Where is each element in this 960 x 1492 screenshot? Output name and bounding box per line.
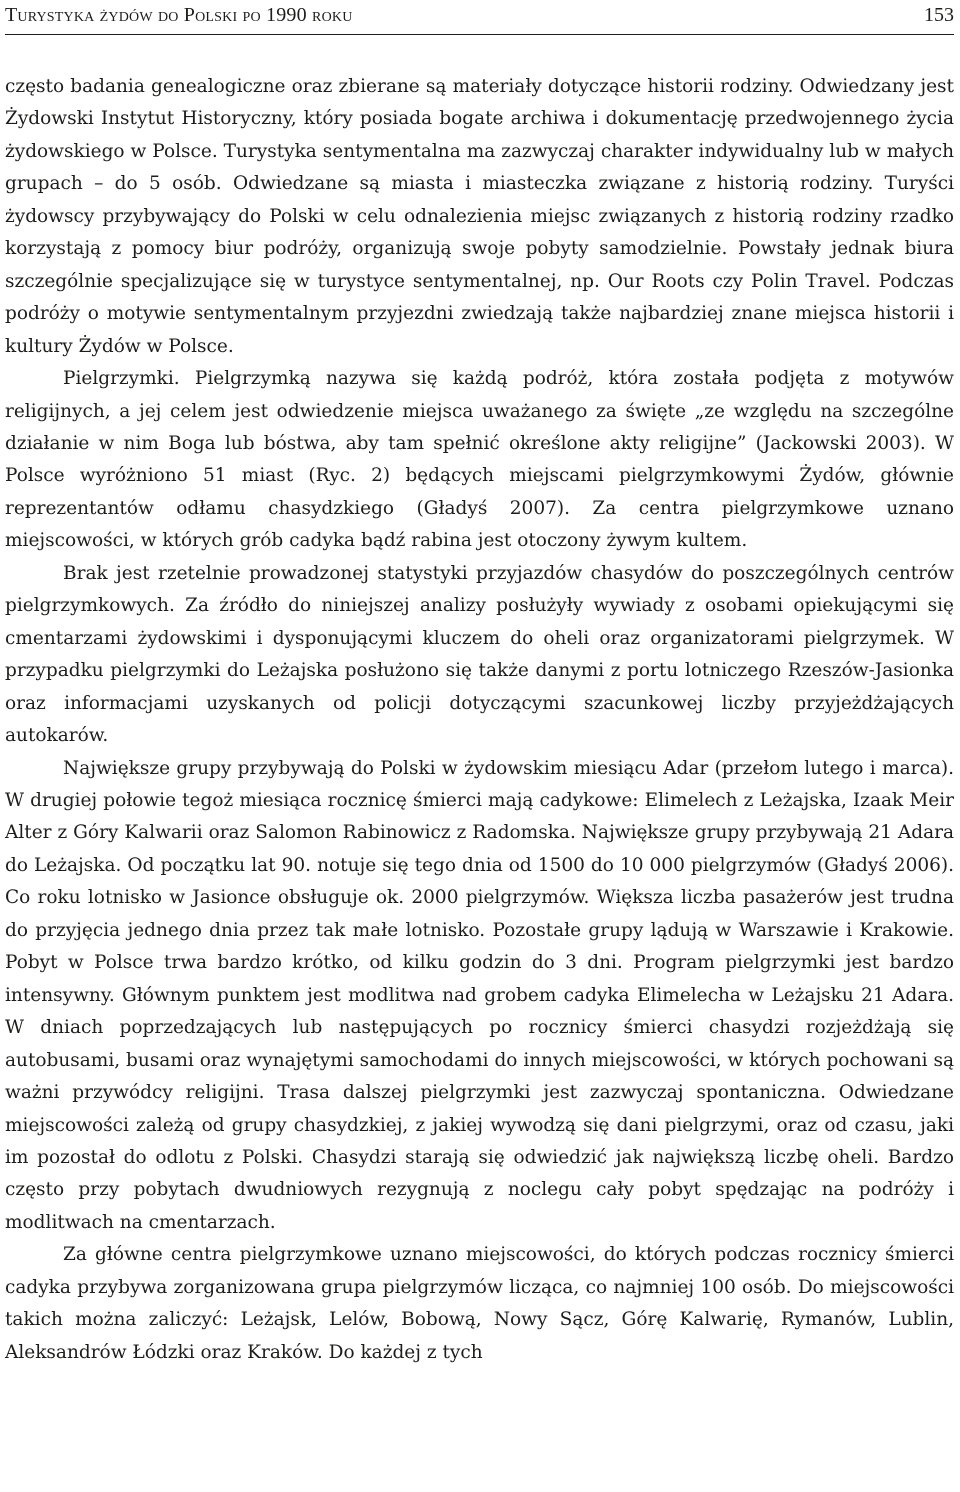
document-page [5,0,954,1492]
paragraph-adar-pilgrimages: Największe grupy przybywają do Polski w żydowskim miesiącu Adar (przełom lutego i marca). W drugiej połowie tegoż miesiąca rocznicę śmierci mają cadykowe: Elimelech z Leżajska, Izaak Meir Alter z Góry Kalwarii oraz Salomon Rabinowicz z Radomska. Największe grupy przybywają 21 Adara do Leżajska. Od początku lat 90. notuje się tego dnia od 1500 do 10 000 pielgrzymów (Gładyś 2006). Co roku lotnisko w Jasionce obsługuje ok. 2000 pielgrzymów. Większa liczba pasażerów jest trudna do przyjęcia jednego dnia przez tak małe lotnisko. Pozostałe grupy lądują w Warszawie i Krakowie. Pobyt w Polsce trwa bardzo krótko, od kilku godzin do 3 dni. Program pielgrzymki jest bardzo intensywny. Głównym punktem jest modlitwa nad grobem cadyka Elimelecha w Leżajsku 21 Adara. W dniach poprzedzających lub następujących po rocznicy śmierci chasydzi rozjeżdżają się autobusami, busami oraz wynajętymi samochodami do innych miejscowości, w których pochowani są ważni przywódcy religijni. Trasa dalszej pielgrzymki jest zazwyczaj spontaniczna. Odwiedzane miejscowości zależą od grupy chasydzkiej, z jakiej wywodzą się dani pielgrzymi, oraz od czasu, jaki im pozostał do odlotu z Polski. Chasydzi starają się odwiedzić jak największą liczbę oheli. Bardzo często przy pobytach dwudniowych rezygnują z noclegu cały pobyt spędzając na podróży i modlitwach na cmentarzach. [5,757,954,1233]
paragraph-pilgrimages-definition: Pielgrzymki. Pielgrzymką nazywa się każdą podróż, która została podjęta z motywów religijnych, a jej celem jest odwiedzenie miejsca uważanego za święte „ze względu na szczególne działanie w nim Boga lub bóstwa, aby tam spełnić określone akty religijne” (Jackowski 2003). W Polsce wyróżniono 51 miast (Ryc. 2) będących miejscami pielgrzymkowymi Żydów, głównie reprezentantów odłamu chasydzkiego (Gładyś 2007). Za centra pielgrzymkowe uznano miejscowości, w których grób cadyka bądź rabina jest otoczony żywym kultem. [5,368,954,552]
running-title: Turystyka żydów do Polski po 1990 roku [5,4,353,26]
paragraph-main-centres: Za główne centra pielgrzymkowe uznano miejscowości, do których podczas rocznicy śmierci cadyka przybywa zorganizowana grupa pielgrzymów licząca, co najmniej 100 osób. Do miejscowości takich można zaliczyć: Leżajsk, Lelów, Bobową, Nowy Sącz, Górę Kalwarię, Rymanów, Lublin, Aleksandrów Łódzki oraz Kraków. Do każdej z tych [5,1244,954,1363]
page-number: 153 [924,4,954,26]
body-text [5,71,954,1369]
paragraph-sentimental-tourism: często badania genealogiczne oraz zbierane są materiały dotyczące historii rodziny. Odwiedzany jest Żydowski Instytut Historyczny, który posiada bogate archiwa i dokumentację przedwojennego życia żydowskiego w Polsce. Turystyka sentymentalna ma zazwyczaj charakter indywidualny lub w małych grupach – do 5 osób. Odwiedzane są miasta i miasteczka związane z historią rodziny. Turyści żydowscy przybywający do Polski w celu odnalezienia miejsc związanych z historią rodziny rzadko korzystają z pomocy biur podróży, organizują swoje pobyty samodzielnie. Powstały jednak biura szczególnie specjalizujące się w turystyce sentymentalnej, np. Our Roots czy Polin Travel. Podczas podróży o motywie sentymentalnym przyjezdni zwiedzają także najbardziej znane miejsca historii i kultury Żydów w Polsce. [5,76,954,357]
paragraph-statistics-sources: Brak jest rzetelnie prowadzonej statystyki przyjazdów chasydów do poszczególnych centrów pielgrzymkowych. Za źródło do niniejszej analizy posłużyły wywiady z osobami opiekującymi się cmentarzami żydowskimi i dysponującymi kluczem do oheli oraz organizatorami pielgrzymek. W przypadku pielgrzymki do Leżajska posłużono się także danymi z portu lotniczego Rzeszów-Jasionka oraz informacjami uzyskanych od policji dotyczącymi szacunkowej liczby przyjeżdżających autokarów. [5,562,954,747]
running-header [5,0,954,35]
